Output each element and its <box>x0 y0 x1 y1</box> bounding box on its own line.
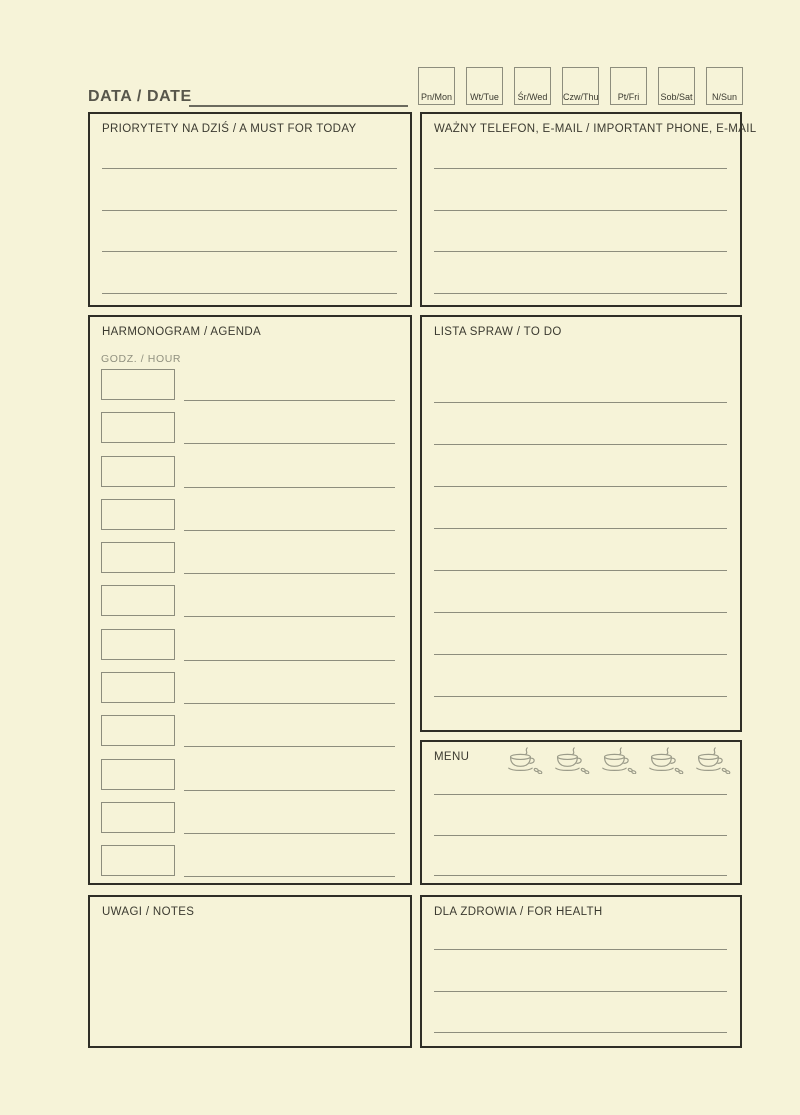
day-checkbox-fri[interactable] <box>610 67 647 105</box>
hour-box[interactable] <box>101 412 175 443</box>
writing-line[interactable] <box>434 696 727 697</box>
writing-line[interactable] <box>434 654 727 655</box>
agenda-rows <box>90 369 410 889</box>
writing-line[interactable] <box>434 528 727 529</box>
hour-box[interactable] <box>101 585 175 616</box>
writing-line[interactable] <box>434 210 727 211</box>
day-label: Sob/Sat <box>660 92 693 102</box>
writing-line[interactable] <box>434 293 727 294</box>
section-title: UWAGI / NOTES <box>102 906 195 918</box>
writing-line[interactable] <box>434 612 727 613</box>
writing-line[interactable] <box>184 876 395 877</box>
writing-line[interactable] <box>184 833 395 834</box>
writing-line[interactable] <box>434 991 727 992</box>
hour-box[interactable] <box>101 715 175 746</box>
day-checkboxes <box>418 67 743 105</box>
agenda-row <box>90 499 410 542</box>
writing-line[interactable] <box>434 835 727 836</box>
writing-line[interactable] <box>434 402 727 403</box>
hour-box[interactable] <box>101 499 175 530</box>
writing-line[interactable] <box>102 293 397 294</box>
writing-line[interactable] <box>184 746 395 747</box>
section-title: MENU <box>434 751 470 763</box>
section-title: WAŻNY TELEFON, E-MAIL / IMPORTANT PHONE, E-MAIL <box>434 123 757 135</box>
day-checkbox-tue[interactable] <box>466 67 503 105</box>
section-title: LISTA SPRAW / TO DO <box>434 326 562 338</box>
section-title: DLA ZDROWIA / FOR HEALTH <box>434 906 603 918</box>
writing-line[interactable] <box>184 790 395 791</box>
writing-line[interactable] <box>434 875 727 876</box>
writing-lines <box>434 794 727 876</box>
day-checkbox-mon[interactable] <box>418 67 455 105</box>
hour-box[interactable] <box>101 456 175 487</box>
section-notes <box>88 895 412 1048</box>
date-label: DATA / DATE <box>88 88 192 105</box>
coffee-cup-icon <box>553 747 590 774</box>
section-health <box>420 895 742 1048</box>
day-checkbox-sun[interactable] <box>706 67 743 105</box>
agenda-row <box>90 412 410 455</box>
writing-line[interactable] <box>434 251 727 252</box>
hour-box[interactable] <box>101 369 175 400</box>
agenda-row <box>90 629 410 672</box>
date-input-line[interactable] <box>189 105 408 107</box>
agenda-row <box>90 456 410 499</box>
hour-box[interactable] <box>101 802 175 833</box>
writing-line[interactable] <box>184 400 395 401</box>
writing-line[interactable] <box>434 444 727 445</box>
section-agenda <box>88 315 412 885</box>
writing-line[interactable] <box>434 1032 727 1033</box>
agenda-row <box>90 802 410 845</box>
agenda-row <box>90 585 410 628</box>
writing-lines <box>434 168 727 294</box>
section-title: HARMONOGRAM / AGENDA <box>102 326 262 338</box>
writing-line[interactable] <box>184 530 395 531</box>
writing-line[interactable] <box>184 573 395 574</box>
writing-line[interactable] <box>102 251 397 252</box>
writing-line[interactable] <box>102 168 397 169</box>
coffee-cup-icon <box>506 747 543 774</box>
section-todo <box>420 315 742 732</box>
writing-lines <box>434 949 727 1033</box>
day-label: Pt/Fri <box>617 92 640 102</box>
agenda-row <box>90 542 410 585</box>
section-priorities <box>88 112 412 307</box>
hour-box[interactable] <box>101 759 175 790</box>
section-title: PRIORYTETY NA DZIŚ / A MUST FOR TODAY <box>102 123 357 135</box>
hour-box[interactable] <box>101 629 175 660</box>
agenda-row <box>90 715 410 758</box>
writing-line[interactable] <box>184 703 395 704</box>
day-label: Wt/Tue <box>470 92 499 102</box>
writing-line[interactable] <box>102 210 397 211</box>
section-menu <box>420 740 742 885</box>
writing-lines <box>102 168 397 294</box>
day-label: N/Sun <box>711 92 737 102</box>
hour-box[interactable] <box>101 672 175 703</box>
hour-box[interactable] <box>101 845 175 876</box>
coffee-cup-icon <box>600 747 637 774</box>
writing-line[interactable] <box>184 487 395 488</box>
day-checkbox-sat[interactable] <box>658 67 695 105</box>
agenda-row <box>90 369 410 412</box>
writing-line[interactable] <box>184 443 395 444</box>
writing-line[interactable] <box>434 168 727 169</box>
writing-line[interactable] <box>434 794 727 795</box>
writing-line[interactable] <box>184 616 395 617</box>
writing-lines <box>434 402 727 697</box>
hour-label: GODZ. / HOUR <box>101 353 182 365</box>
agenda-row <box>90 845 410 888</box>
agenda-row <box>90 759 410 802</box>
section-phone-email <box>420 112 757 307</box>
agenda-row <box>90 672 410 715</box>
writing-line[interactable] <box>434 949 727 950</box>
day-label: Śr/Wed <box>517 92 548 102</box>
writing-line[interactable] <box>434 570 727 571</box>
menu-cups <box>506 747 731 774</box>
day-label: Pn/Mon <box>420 92 453 102</box>
coffee-cup-icon <box>647 747 684 774</box>
hour-box[interactable] <box>101 542 175 573</box>
writing-line[interactable] <box>184 660 395 661</box>
day-checkbox-thu[interactable] <box>562 67 599 105</box>
day-checkbox-wed[interactable] <box>514 67 551 105</box>
day-label: Czw/Thu <box>563 92 599 102</box>
coffee-cup-icon <box>694 747 731 774</box>
writing-line[interactable] <box>434 486 727 487</box>
